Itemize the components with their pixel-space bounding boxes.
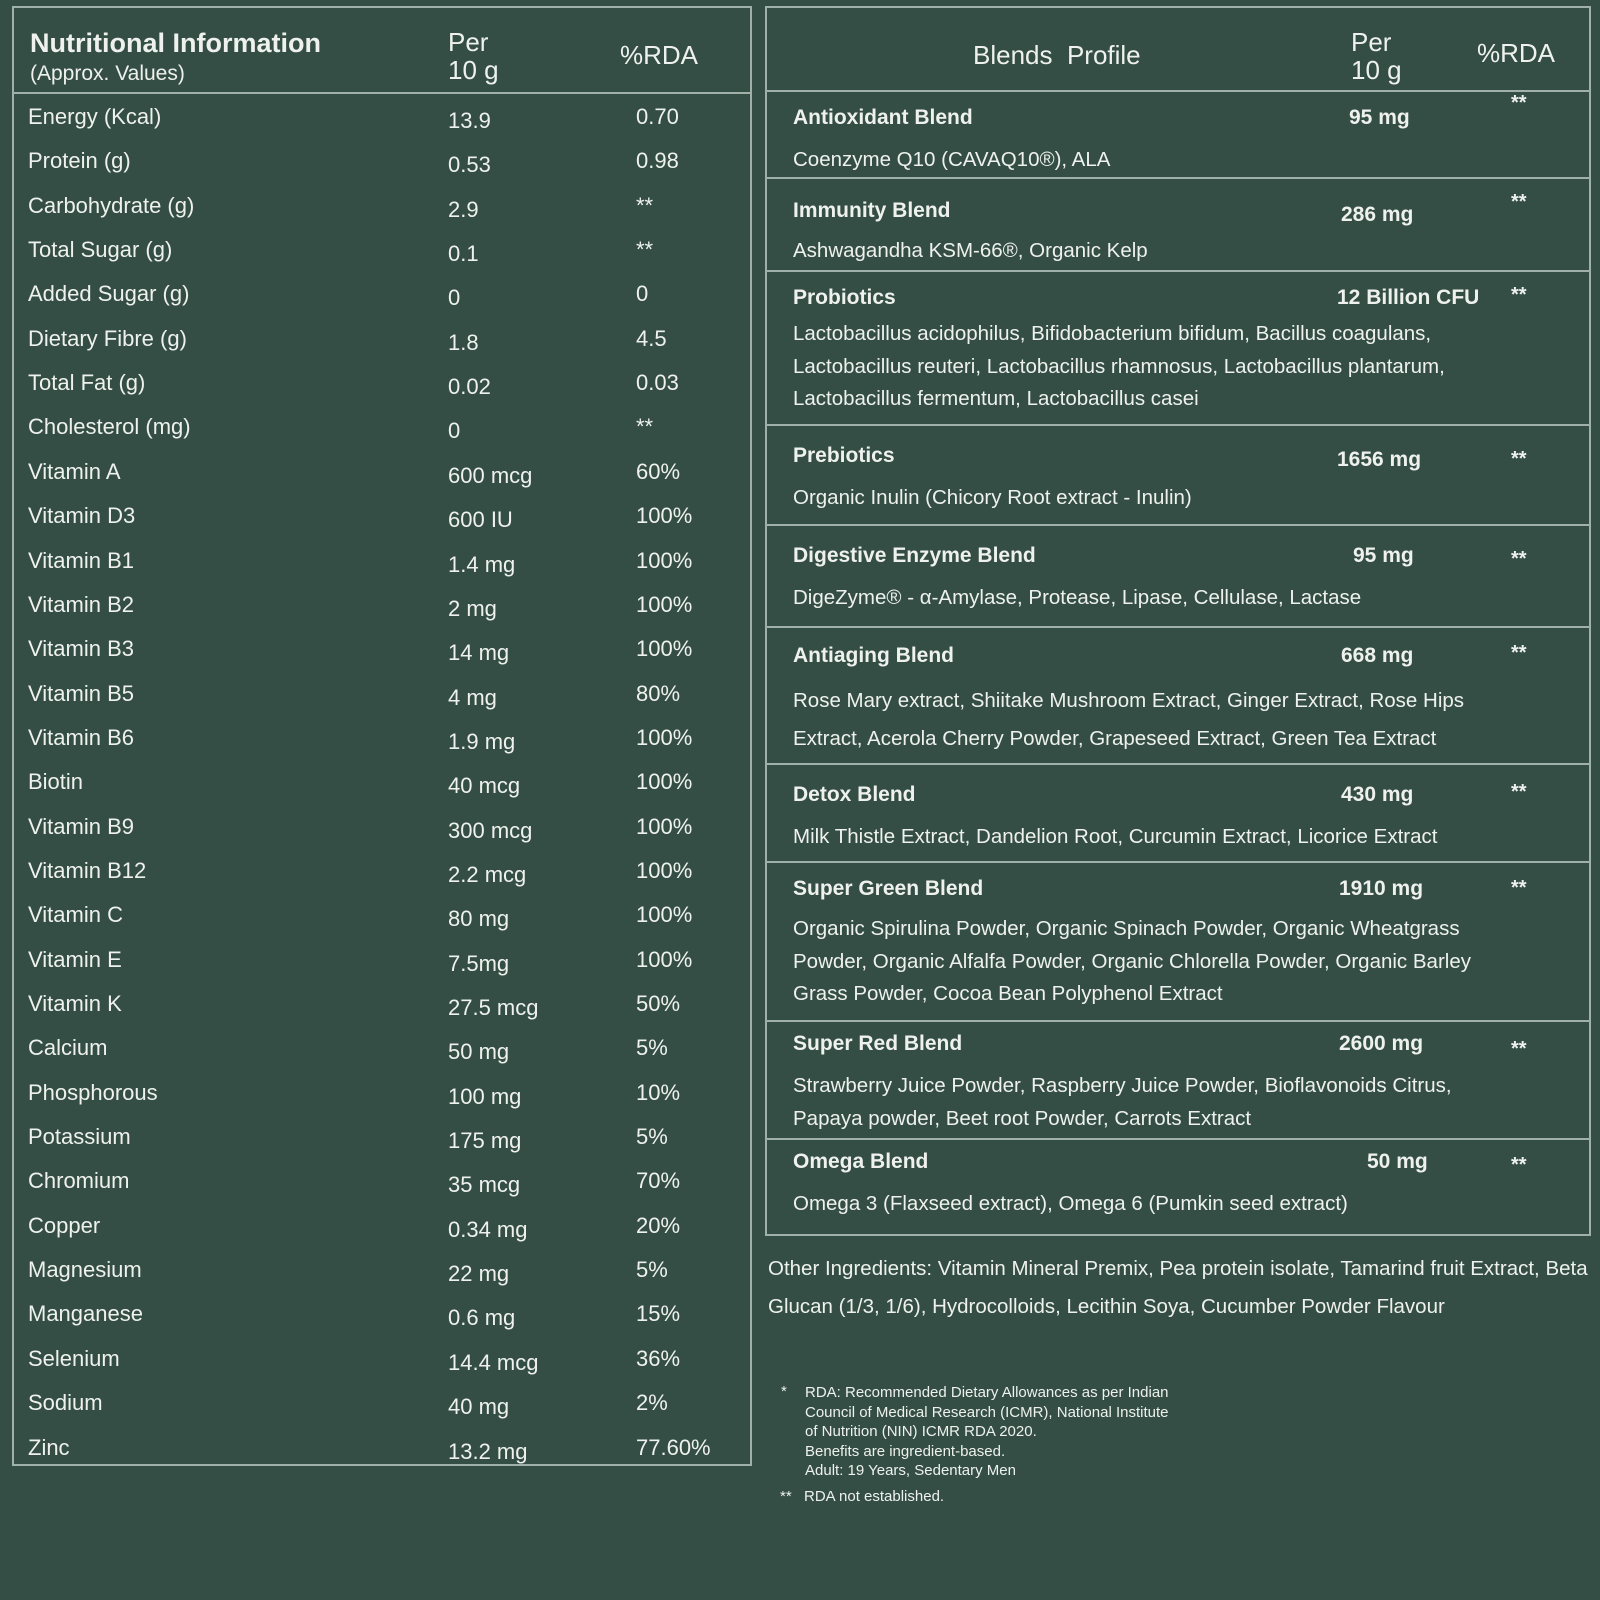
blend-ingredients: DigeZyme® - α-Amylase, Protease, Lipase, Cellulase, Lactase — [793, 586, 1362, 609]
nutrient-per-10g: 1.4 mg — [448, 551, 516, 577]
footnote-line: Adult: 19 Years, Sedentary Men — [805, 1462, 1016, 1479]
footnote-line: Council of Medical Research (ICMR), National Institute — [805, 1403, 1169, 1421]
nutrient-per-10g: 27.5 mcg — [448, 995, 539, 1020]
nutrition-row — [14, 1072, 750, 1116]
nutrient-rda: 0.70 — [636, 104, 679, 129]
blend-name: Antioxidant Blend — [793, 106, 973, 129]
blend-rda: ** — [1511, 548, 1527, 570]
nutrition-row — [14, 362, 750, 406]
nutrient-per-10g: 0 — [448, 418, 461, 444]
nutrient-per-10g: 100 mg — [448, 1083, 522, 1109]
nutrient-name: Zinc — [28, 1434, 70, 1460]
nutrient-per-10g: 1.8 — [448, 329, 479, 355]
nutrient-rda: 100% — [636, 813, 693, 839]
blends-rda-header: %RDA — [1477, 38, 1556, 68]
blends-per-header-line2: 10 g — [1351, 55, 1402, 85]
blend-rda: ** — [1511, 642, 1527, 664]
nutrient-rda: 5% — [636, 1257, 668, 1283]
blend-rda: ** — [1511, 1038, 1527, 1060]
blend-row — [767, 765, 1589, 863]
nutrient-rda: 77.60% — [636, 1434, 711, 1460]
nutrition-row — [14, 229, 750, 273]
blend-ingredients: Ashwagandha KSM-66®, Organic Kelp — [793, 239, 1148, 262]
nutrient-rda: 4.5 — [636, 325, 667, 351]
blend-ingredients: Coenzyme Q10 (CAVAQ10®), ALA — [793, 148, 1111, 171]
nutrition-row — [14, 1205, 750, 1249]
nutrient-name: Protein (g) — [28, 148, 131, 174]
nutrient-per-10g: 0.02 — [448, 374, 491, 400]
blend-row — [767, 272, 1589, 426]
blend-ingredients: Organic Inulin (Chicory Root extract - Inulin) — [793, 486, 1192, 509]
nutrient-rda: 80% — [636, 680, 681, 706]
blend-ingredients: Lactobacillus acidophilus, Bifidobacterium bifidum, Bacillus coagulans, Lactobacillus reuteri, Lactobacillus rhamnosus, Lactobacillus plantarum, Lactobacillus fermentum, Lactobacillus casei — [793, 322, 1445, 410]
nutrient-per-10g: 600 IU — [448, 507, 513, 533]
nutrition-table — [12, 6, 752, 1466]
blends-per-header-line1: Per — [1351, 27, 1392, 57]
blend-amount: 668 mg — [1341, 644, 1414, 667]
nutrient-per-10g: 4 mg — [448, 684, 497, 710]
nutrient-name: Vitamin E — [28, 946, 122, 972]
blend-amount: 12 Billion CFU — [1337, 286, 1480, 309]
nutrition-row — [14, 584, 750, 628]
nutrient-name: Copper — [28, 1212, 101, 1238]
nutrient-rda: 5% — [636, 1124, 668, 1150]
blend-ingredients: Milk Thistle Extract, Dandelion Root, Curcumin Extract, Licorice Extract — [793, 825, 1438, 848]
nutrition-row — [14, 495, 750, 539]
nutrition-row — [14, 273, 750, 317]
blend-amount: 2600 mg — [1339, 1032, 1424, 1055]
nutrient-per-10g: 0.1 — [448, 241, 479, 267]
nutrient-rda: 60% — [636, 458, 681, 484]
blend-amount: 1910 mg — [1339, 877, 1424, 900]
rda-header: %RDA — [620, 40, 699, 70]
nutrient-rda: 10% — [636, 1079, 681, 1105]
blend-name: Super Green Blend — [793, 877, 984, 900]
nutrient-per-10g: 0.6 mg — [448, 1305, 516, 1331]
nutrient-name: Vitamin B9 — [28, 813, 134, 839]
footnote-rda — [805, 1383, 1225, 1481]
nutrition-row — [14, 894, 750, 938]
nutrient-name: Biotin — [28, 769, 84, 795]
nutrient-per-10g: 0.34 mg — [448, 1216, 528, 1242]
nutrient-rda: 100% — [636, 769, 693, 795]
nutrient-name: Vitamin B12 — [28, 857, 147, 883]
nutrition-row — [14, 1249, 750, 1293]
nutrient-rda: ** — [636, 192, 654, 218]
per-header — [448, 28, 499, 84]
blend-name: Super Red Blend — [793, 1032, 963, 1055]
nutrition-header — [14, 8, 750, 94]
nutrient-per-10g: 35 mcg — [448, 1172, 521, 1198]
nutrient-per-10g: 14.4 mcg — [448, 1349, 539, 1375]
nutrient-rda: 0.98 — [636, 148, 679, 174]
nutrient-rda: 50% — [636, 991, 681, 1016]
nutrient-per-10g: 13.9 — [448, 108, 491, 133]
nutrient-rda: 15% — [636, 1301, 681, 1327]
nutrition-row — [14, 406, 750, 450]
nutrition-row — [14, 939, 750, 983]
blend-amount: 430 mg — [1341, 783, 1414, 806]
nutrition-row — [14, 140, 750, 184]
nutrient-name: Vitamin C — [28, 902, 123, 928]
blend-rda: ** — [1511, 92, 1527, 114]
blends-table — [765, 6, 1591, 1236]
blend-amount: 95 mg — [1353, 544, 1414, 567]
nutrient-rda: 2% — [636, 1390, 668, 1416]
nutrient-name: Energy (Kcal) — [28, 104, 162, 129]
nutrient-name: Total Fat (g) — [28, 370, 146, 396]
nutrient-name: Dietary Fibre (g) — [28, 325, 187, 351]
nutrient-name: Vitamin B1 — [28, 547, 134, 573]
nutrient-name: Cholesterol (mg) — [28, 414, 191, 440]
blend-row — [767, 863, 1589, 1022]
blend-name: Digestive Enzyme Blend — [793, 544, 1036, 567]
blend-name: Immunity Blend — [793, 199, 951, 222]
nutrient-per-10g: 2.9 — [448, 196, 479, 222]
nutrition-row — [14, 318, 750, 362]
nutrition-row — [14, 185, 750, 229]
blend-name: Omega Blend — [793, 1150, 929, 1173]
blend-rda: ** — [1511, 1154, 1527, 1176]
nutrient-rda: ** — [636, 237, 654, 263]
blends-header — [767, 8, 1589, 92]
nutrient-per-10g: 175 mg — [448, 1128, 522, 1154]
nutrient-rda: 70% — [636, 1168, 681, 1194]
blend-rda: ** — [1511, 191, 1527, 213]
nutrient-name: Phosphorous — [28, 1079, 158, 1105]
nutrient-per-10g: 300 mcg — [448, 817, 533, 843]
nutrient-rda: 100% — [636, 547, 693, 573]
nutrition-row — [14, 850, 750, 894]
nutrient-rda: 100% — [636, 857, 693, 883]
nutrient-rda: 0 — [636, 281, 649, 307]
nutrition-row — [14, 96, 750, 140]
nutrient-name: Vitamin B6 — [28, 724, 134, 750]
blend-rda: ** — [1511, 284, 1527, 306]
nutrient-per-10g: 0.53 — [448, 152, 491, 178]
per-header-line1: Per — [448, 27, 489, 57]
nutrient-rda: 20% — [636, 1212, 681, 1238]
nutrient-per-10g: 80 mg — [448, 906, 510, 932]
nutrient-name: Calcium — [28, 1035, 108, 1061]
nutrition-row — [14, 761, 750, 805]
nutrient-rda: 5% — [636, 1035, 668, 1061]
nutrition-row — [14, 673, 750, 717]
nutrient-name: Vitamin B5 — [28, 680, 134, 706]
nutrition-row — [14, 806, 750, 850]
nutrient-name: Carbohydrate (g) — [28, 192, 195, 218]
nutrient-per-10g: 7.5mg — [448, 950, 510, 976]
blend-amount: 1656 mg — [1337, 448, 1422, 471]
blend-row — [767, 628, 1589, 765]
blend-name: Prebiotics — [793, 444, 895, 467]
nutrient-rda: 100% — [636, 636, 693, 662]
nutrition-row — [14, 1382, 750, 1426]
nutrient-name: Sodium — [28, 1390, 103, 1416]
nutrient-per-10g: 22 mg — [448, 1261, 510, 1287]
nutrient-name: Total Sugar (g) — [28, 237, 173, 263]
nutrient-per-10g: 2.2 mcg — [448, 861, 527, 887]
footnote-mark-1: * — [781, 1383, 787, 1400]
nutrition-row — [14, 451, 750, 495]
nutrient-rda: 100% — [636, 503, 693, 529]
nutrient-name: Vitamin A — [28, 458, 121, 484]
nutrition-row — [14, 540, 750, 584]
nutrition-row — [14, 628, 750, 672]
blend-amount: 95 mg — [1349, 106, 1410, 129]
blend-row — [767, 426, 1589, 526]
nutrient-name: Vitamin B2 — [28, 591, 134, 617]
nutrition-row — [14, 1293, 750, 1337]
other-ingredients: Other Ingredients: Vitamin Mineral Premix, Pea protein isolate, Tamarind fruit Extract, Beta Glucan (1/3, 1/6), Hydrocolloids, Lecithin Soya, Cucumber Powder Flavour — [768, 1257, 1588, 1318]
blend-name: Detox Blend — [793, 783, 916, 806]
nutrient-name: Magnesium — [28, 1257, 142, 1283]
nutrition-row — [14, 1338, 750, 1382]
blend-row — [767, 90, 1589, 179]
blend-rda: ** — [1511, 448, 1527, 470]
nutrient-rda: 100% — [636, 724, 693, 750]
nutrient-per-10g: 50 mg — [448, 1039, 510, 1065]
blend-row — [767, 1140, 1589, 1234]
footnote-line: RDA: Recommended Dietary Allowances as per Indian — [805, 1384, 1169, 1401]
nutrient-per-10g: 0 — [448, 285, 461, 311]
blends-per-header — [1351, 28, 1402, 84]
nutrient-name: Manganese — [28, 1301, 143, 1327]
nutrition-row — [14, 717, 750, 761]
nutrition-row — [14, 1427, 750, 1471]
footnote-not-established: RDA not established. — [804, 1488, 945, 1505]
nutrient-name: Selenium — [28, 1345, 120, 1371]
nutrient-per-10g: 14 mg — [448, 640, 510, 666]
nutrient-name: Vitamin K — [28, 991, 122, 1016]
nutrient-name: Potassium — [28, 1124, 131, 1150]
nutrient-name: Added Sugar (g) — [28, 281, 190, 307]
blend-row — [767, 1022, 1589, 1140]
nutrient-rda: 36% — [636, 1345, 681, 1371]
blend-row — [767, 526, 1589, 628]
blend-ingredients: Omega 3 (Flaxseed extract), Omega 6 (Pumkin seed extract) — [793, 1192, 1348, 1215]
nutrient-per-10g: 2 mg — [448, 595, 497, 621]
blend-rda: ** — [1511, 877, 1527, 899]
nutrient-name: Vitamin B3 — [28, 636, 134, 662]
blend-ingredients: Strawberry Juice Powder, Raspberry Juice Powder, Bioflavonoids Citrus, Papaya powder, Beet root Powder, Carrots Extract — [793, 1074, 1452, 1130]
nutrient-per-10g: 40 mcg — [448, 773, 521, 799]
footnote-line: of Nutrition (NIN) ICMR RDA 2020. — [805, 1423, 1037, 1440]
blend-name: Probiotics — [793, 286, 896, 309]
nutrition-subtitle: (Approx. Values) — [30, 62, 185, 85]
nutrient-per-10g: 600 mcg — [448, 462, 533, 488]
nutrition-title: Nutritional Information — [30, 28, 321, 58]
nutrient-name: Chromium — [28, 1168, 130, 1194]
nutrition-row — [14, 1027, 750, 1071]
nutrient-name: Vitamin D3 — [28, 503, 136, 529]
nutrient-rda: 100% — [636, 902, 693, 928]
blends-title: Blends Profile — [973, 40, 1141, 70]
nutrient-rda: 100% — [636, 946, 693, 972]
blend-ingredients: Organic Spirulina Powder, Organic Spinach Powder, Organic Wheatgrass Powder, Organic Alfalfa Powder, Organic Chlorella Powder, Organic Barley Grass Powder, Cocoa Bean Polyphenol Extract — [793, 917, 1471, 1005]
nutrient-rda: ** — [636, 414, 654, 440]
footnote-line: Benefits are ingredient-based. — [805, 1442, 1006, 1460]
nutrient-per-10g: 13.2 mg — [448, 1438, 528, 1464]
blend-ingredients: Rose Mary extract, Shiitake Mushroom Extract, Ginger Extract, Rose Hips Extract, Acerola Cherry Powder, Grapeseed Extract, Green Tea Extract — [793, 689, 1465, 750]
blend-amount: 50 mg — [1367, 1150, 1428, 1173]
nutrient-rda: 100% — [636, 591, 693, 617]
blend-row — [767, 179, 1589, 272]
blend-rda: ** — [1511, 781, 1527, 803]
nutrient-rda: 0.03 — [636, 370, 679, 396]
nutrition-row — [14, 1116, 750, 1160]
blend-name: Antiaging Blend — [793, 644, 954, 667]
footnote-mark-2: ** — [780, 1488, 792, 1505]
blend-amount: 286 mg — [1341, 203, 1414, 226]
nutrition-row — [14, 1160, 750, 1204]
nutrient-per-10g: 40 mg — [448, 1394, 510, 1420]
nutrition-row — [14, 983, 750, 1027]
nutrient-per-10g: 1.9 mg — [448, 728, 516, 754]
per-header-line2: 10 g — [448, 55, 499, 85]
